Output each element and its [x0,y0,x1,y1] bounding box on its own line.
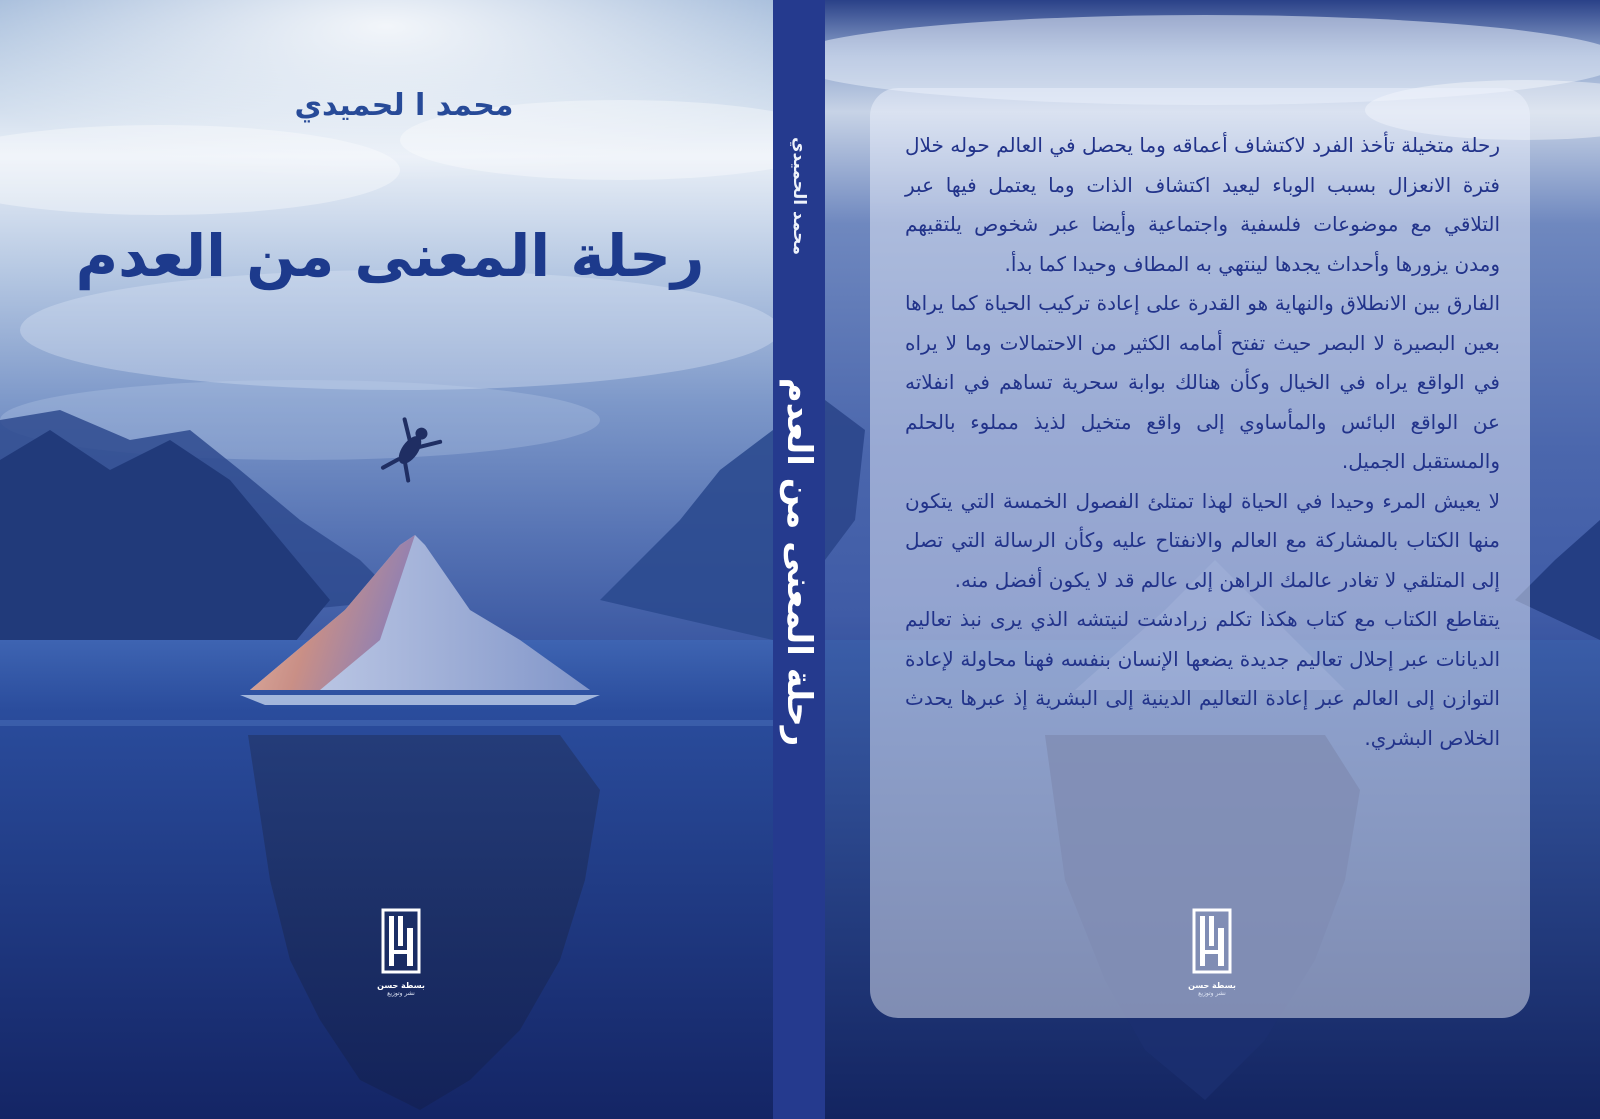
spine-book-title: رحلة المعنى من العدم [779,377,819,747]
blurb-paragraph-4: يتقاطع الكتاب مع كتاب هكذا تكلم زرادشت لنيتشه الذي يرى نبذ تعاليم الديانات عبر إحلال تعاليم جديدة يضعها الإنسان بنفسه فهنا محاولة لإعادة التوازن إلى العالم عبر إعادة التعاليم الدينية إلى البشرية إذ عبرها يحدث الخلاص البشري. [905,607,1500,750]
front-book-title: رحلة المعنى من العدم [75,222,705,290]
publisher-tagline: نشر وتوزيع [387,990,415,997]
back-cover-blurb [905,126,1500,758]
publisher-logo-mark-icon [1192,908,1232,974]
publisher-tagline: نشر وتوزيع [1198,990,1226,997]
blurb-paragraph-3: لا يعيش المرء وحيدا في الحياة لهذا تمتلئ الفصول الخمسة التي يتكون منها الكتاب بالمشاركة مع العالم والانفتاح عليه وكأن الرسالة التي تصل إلى المتلقي لا تغادر عالمك الراهن إلى عالم قد لا يكون أفضل منه. [905,488,1500,592]
publisher-name: بسطة حسن [377,981,425,990]
front-author-name: محمد ا لحميدي [294,88,514,123]
spine-author-name: محمد الحميدي [789,136,809,256]
blurb-paragraph-1: رحلة متخيلة تأخذ الفرد لاكتشاف أعماقه وما يحصل في العالم حوله خلال فترة الانعزال بسبب الوباء ليعيد اكتشاف الذات وما يعتمل فيها عبر التلاقي مع موضوعات فلسفية واجتماعية وأيضا عبر شخوص يلتقيهم ومدن يزورها وأحداث يجدها لينتهي به المطاف وحيدا كما بدأ. [905,133,1500,276]
back-publisher-logo [1186,908,1238,997]
front-publisher-logo [375,908,427,997]
book-spine [773,0,825,1119]
blurb-paragraph-2: الفارق بين الانطلاق والنهاية هو القدرة على إعادة تركيب الحياة كما يراها بعين البصيرة لا البصر حيث تفتح أمامه الكثير من الاحتمالات وما لا يراه في الواقع يراه في الخيال وكأن هنالك بوابة سحرية تساهم في انفلاته عن الواقع البائس والمأساوي إلى واقع متخيل لذيذ مملوء بالحلم والمستقبل الجميل. [905,291,1500,473]
front-cover [0,0,773,1119]
publisher-logo-mark-icon [381,908,421,974]
publisher-name: بسطة حسن [1188,981,1236,990]
back-cover [825,0,1600,1119]
